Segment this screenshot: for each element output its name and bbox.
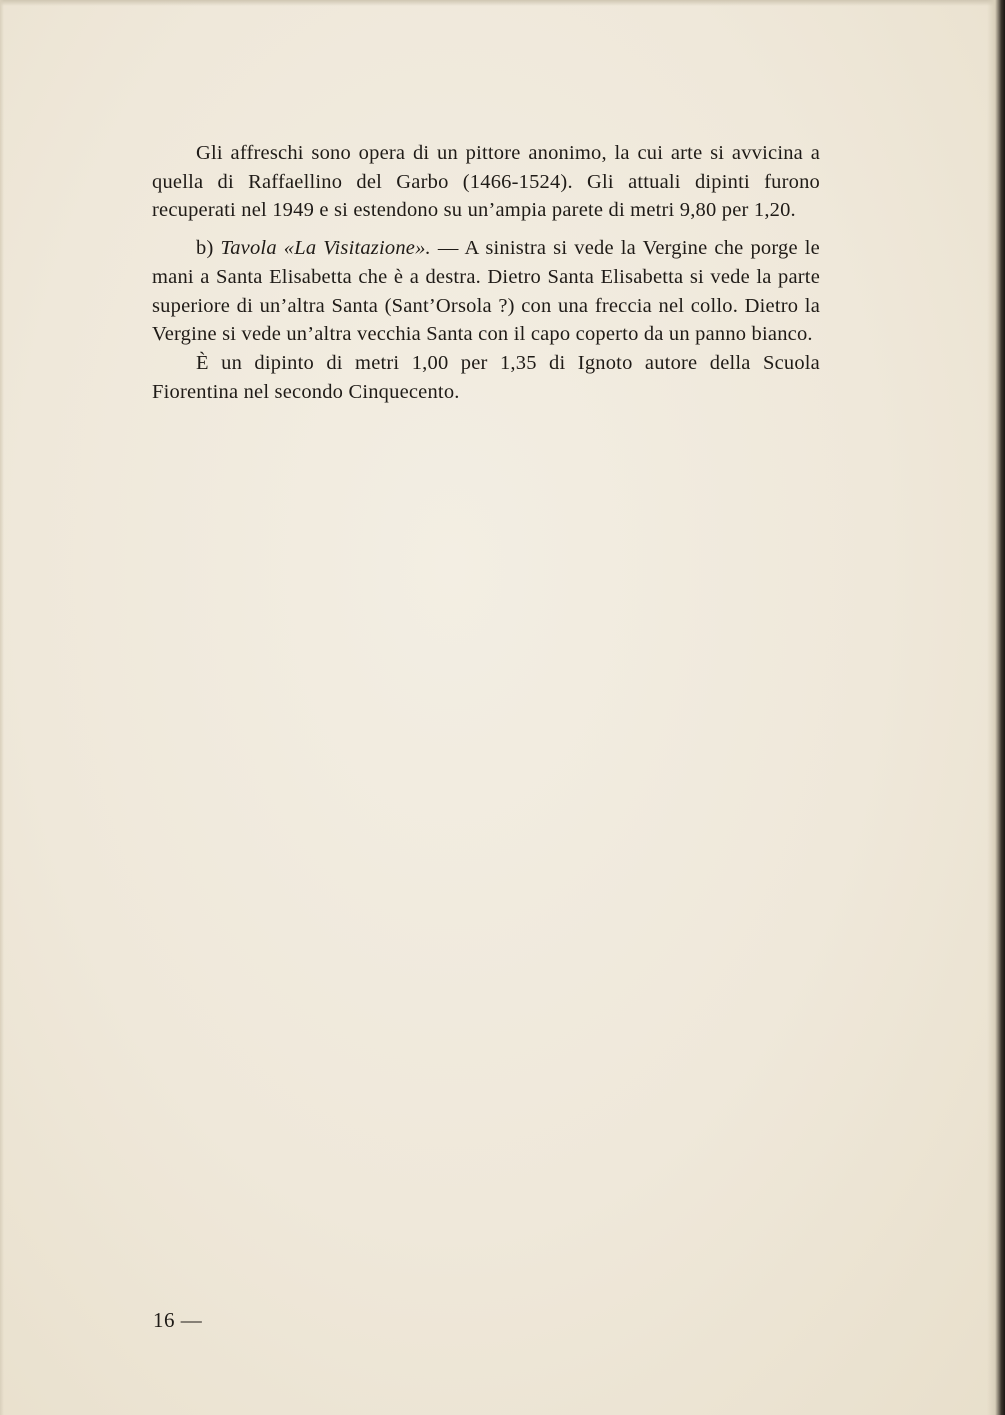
body-text [152, 139, 820, 406]
painting-title: Tavola «La Visitazione». [220, 237, 431, 260]
paragraph-affreschi: Gli affreschi sono opera di un pittore anonimo, la cui arte si avvicina a quella di Raffaellino del Garbo (1466-1524). Gli attuali dipinti furono recuperati nel 1949 e si estendono su un’ampia parete di metri 9,80 per 1,20. [152, 142, 820, 222]
page-left-edge [0, 0, 4, 1415]
item-label: b) [196, 237, 214, 260]
paragraph-visitazione [152, 234, 820, 349]
paragraph-dipinto: È un dipinto di metri 1,00 per 1,35 di Ignoto autore della Scuola Fiorentina nel secondo Cinquecento. [152, 351, 820, 403]
page-top-edge [0, 0, 1005, 6]
binding-shadow [987, 0, 1005, 1415]
page-number: 16 — [153, 1308, 203, 1332]
painting-description: — A sinistra si vede la Vergine che porge le mani a Santa Elisabetta che è a destra. Dietro Santa Elisabetta si vede la parte superiore di un’altra Santa (Sant’Orsola ?) con una freccia nel collo. Dietro la Vergine si vede un’altra vecchia Santa con il capo coperto da un panno bianco. [152, 237, 820, 346]
